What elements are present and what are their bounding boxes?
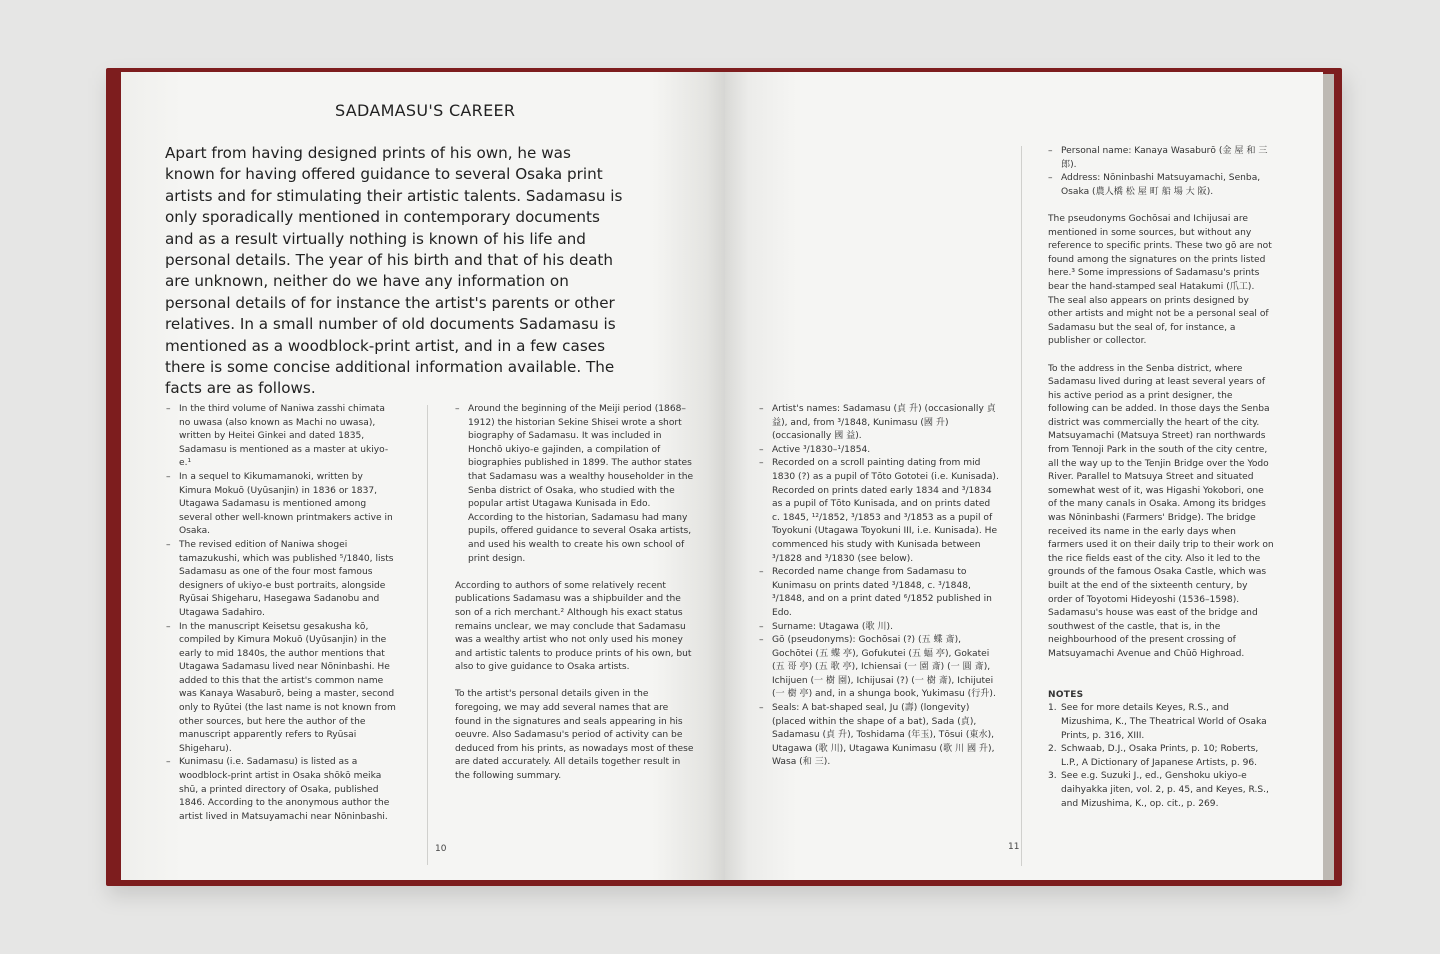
list-item: – Address: Nōninbashi Matsuyamachi, Senba, Osaka (農人橋 松 屋 町 船 場 大 阪). [1048,172,1274,199]
notes-heading: NOTES [1048,689,1084,700]
list-item: – Personal name: Kanaya Wasaburō (金 屋 和 三 郎). [1048,145,1274,172]
note-text: See e.g. Suzuki J., ed., Genshoku ukiyo-e daihyakka jiten, vol. 2, p. 45, and Keyes, R.S., and Mizushima, K., op. cit., p. 269. [1061,771,1269,809]
left-column-2 [455,403,695,784]
paragraph: To the address in the Senba district, where Sadamasu lived during at least several years of his active period as a print designer, the following can be added. In those days the Senba district was commercially the heart of the city. Matsuyamachi (Matsuya Street) ran northwards from Tennoji Park in the south of the city centre, all the way up to the Tenjin Bridge over the Yodo River. Parallel to Matsuya Street and situated somewhat west of it, was Higashi Yokobori, one of the many canals in Osaka. Among its bridges was Nōninbashi (Farmers' Bridge). The bridge received its name in the early days when farmers used it on their daily trip to their work on the rice fields east of the city. Also it led to the grounds of the famous Osaka Castle, which was built at the end of the sixteenth century, by order of Toyotomi Hideyoshi (1536–1598). Sadamasu's house was east of the bridge and southwest of the castle, that is, in the neighbourhood of the present crossing of Matsuyamachi Avenue and Chūō Highroad. [1048,363,1274,659]
list-item: – Artist's names: Sadamasu (貞 升) (occasionally 貞 益), and, from ³/1848, Kunimasu (國 升) (occasionally 國 益). [759,403,999,444]
note-number: 2. [1048,744,1057,755]
note-text: See for more details Keyes, R.S., and Mizushima, K., The Theatrical World of Osaka Prints, p. 316, XIII. [1061,703,1267,741]
list-item: – Seals: A bat-shaped seal, Ju (壽) (longevity) (placed within the shape of a bat), Sada (貞), Sadamasu (貞 升), Toshidama (年玉), Tōsui (東水), Utagawa (歌 川), Utagawa Kunimasu (歌 川 國 升), Wasa (和 三). [759,702,999,770]
list-item: – In the third volume of Naniwa zasshi chimata no uwasa (also known as Machi no uwasa), written by Heitei Ginkei and dated 1835, Sadamasu is mentioned as a master at ukiyo-e.¹ [166,403,398,471]
page-block-edge [1322,74,1334,880]
note-item [1048,770,1274,811]
right-column-2 [1048,145,1274,811]
list-item: – Around the beginning of the Meiji period (1868–1912) the historian Sekine Shisei wrote a short biography of Sadamasu. It was included in Honchō ukiyo-e gajinden, a compilation of biographies published in 1899. The author states that Sadamasu was a wealthy householder in the Senba district of Osaka, who studied with the popular artist Utagawa Kunisada in Edo. According to the historian, Sadamasu had many pupils, offered guidance to several Osaka artists, and used his wealth to create his own school of print design. [455,403,695,566]
note-number: 1. [1048,703,1057,714]
list-item: – Recorded on a scroll painting dating from mid 1830 (?) as a pupil of Tōto Gototei (i.e. Kunisada). Recorded on prints dated early 1834 and ³/1834 as a pupil of Tōto Kunisada, and on prints dated c. 1845, ¹²/1852, ³/1853 and ³/1853 as a pupil of Toyokuni (Utagawa Toyokuni III, i.e. Kunisada). He commenced his study with Kunisada between ³/1828 and ³/1830 (see below). [759,457,999,566]
list-item: – Surname: Utagawa (歌 川). [759,621,999,635]
note-item [1048,702,1274,743]
left-page: SADAMASU'S CAREER Apart from having designed prints of his own, he was known for having offered guidance to several Osaka print artists and for stimulating their artistic talents. Sadamasu is only sporadically mentioned in contemporary documents and as a result virtually nothing is known of his life and personal details. The year of his birth and that of his death are unknown, neither do we have any information on personal details of for instance the artist's parents or other relatives. In a small number of old documents Sadamasu is mentioned as a woodblock-print artist, and in a few cases there is some concise additional information available. The facts are as follows. – In the third volume of Naniwa zasshi chimata no uwasa (also known as Machi no uwasa), written by Heitei Ginkei and dated 1835, Sadamasu is mentioned as a master at ukiyo-e.¹ – In a sequel to Kikumamanoki, written by Kimura Mokuō (Uyūsanjin) in 1836 or 1837, Utagawa Sadamasu is mentioned among several other well-known printmakers active in Osaka. – The revised edition of Naniwa shogei tamazukushi, which was published ⁵/1840, lists Sadamasu as one of the four most famous designers of ukiyo-e bust portraits, alongside Ryūsai Shigeharu, Hasegawa Sadanobu and Utagawa Sadahiro. – In the manuscript Keisetsu gesakusha kō, compiled by Kimura Mokuō (Uyūsanjin) in the early to mid 1840s, the author mentions that Utagawa Sadamasu lived near Nōninbashi. He added to this that the artist's common name was Kanaya Wasaburō, being a master, second only to Ryūtei (the last name is not known from other sources, but here the author of the manuscript apparently refers to Ryūsai Shigeharu). – Kunimasu (i.e. Sadamasu) is listed as a woodblock-print artist in Osaka shōkō meika shū, a printed directory of Osaka, published 1846. According to the anonymous author the artist lived in Matsuyamachi near Nōninbashi. – Around the beginning of the Meiji period (1868–1912) the historian Sekine Shisei wrote a short biography of Sadamasu. It was included in Honchō ukiyo-e gajinden, a compilation of biographies published in 1899. The author states that Sadamasu was a wealthy householder in the Senba district of Osaka, who studied with the popular artist Utagawa Kunisada in Edo. According to the historian, Sadamasu had many pupils, offered guidance to several Osaka artists, and used his wealth to create his own school of print design. According to authors of some relatively recent publications Sadamasu was a shipbuilder and the son of a rich merchant.² Although his exact status remains unclear, we may conclude that Sadamasu was a wealthy artist who not only used his money and artistic talents to produce prints of his own, but also to give guidance to Osaka artists. To the artist's personal details given in the foregoing, we may add several names that are found in the signatures and seals appearing in his oeuvre. Also Sadamasu's period of activity can be deduced from his prints, as nowadays most of these are dated accurately. All details together result in the following summary. 10 [121,72,725,880]
paragraph: To the artist's personal details given in the foregoing, we may add several names that are found in the signatures and seals appearing in his oeuvre. Also Sadamasu's period of activity can be deduced from his prints, as nowadays most of these are dated accurately. All details together result in the following summary. [455,689,694,782]
note-text: Schwaab, D.J., Osaka Prints, p. 10; Roberts, L.P., A Dictionary of Japanese Artists, p. 96. [1061,744,1259,768]
notes-list [1048,702,1274,811]
intro-paragraph: Apart from having designed prints of his own, he was known for having offered guidance to several Osaka print artists and for stimulating their artistic talents. Sadamasu is only sporadically mentioned in contemporary documents and as a result virtually nothing is known of his life and personal details. The year of his birth and that of his death are unknown, neither do we have any information on personal details of for instance the artist's parents or other relatives. In a small number of old documents Sadamasu is mentioned as a woodblock-print artist, and in a few cases there is some concise additional information available. The facts are as follows. [165,144,623,398]
note-item [1048,743,1274,770]
column-divider [427,405,428,865]
list-item: – The revised edition of Naniwa shogei tamazukushi, which was published ⁵/1840, lists Sadamasu as one of the four most famous designers of ukiyo-e bust portraits, alongside Ryūsai Shigeharu, Hasegawa Sadanobu and Utagawa Sadahiro. [166,539,398,621]
right-page [725,72,1323,880]
list-item: – In the manuscript Keisetsu gesakusha kō, compiled by Kimura Mokuō (Uyūsanjin) in the early to mid 1840s, the author mentions that Utagawa Sadamasu lived near Nōninbashi. He added to this that the artist's common name was Kanaya Wasaburō, being a master, second only to Ryūtei (the last name is not known from other sources, but here the author of the manuscript apparently refers to Ryūsai Shigeharu). [166,621,398,757]
list-item: – Kunimasu (i.e. Sadamasu) is listed as a woodblock-print artist in Osaka shōkō meika shū, a printed directory of Osaka, published 1846. According to the anonymous author the artist lived in Matsuyamachi near Nōninbashi. [166,756,398,824]
list-item: – Active ³/1830–¹/1854. [759,444,999,458]
list-item: – Recorded name change from Sadamasu to Kunimasu on prints dated ³/1848, c. ³/1848, ³/1848, and on a print dated ⁶/1852 published in Edo. [759,566,999,620]
list-item: – Gō (pseudonyms): Gochōsai (?) (五 蝶 斎), Gochōtei (五 蝶 亭), Gofukutei (五 蝠 亭), Gokatei (五 哥 亭) (五 歌 亭), Ichiensai (一 園 斎) (一 圓 斎), Ichijuen (一 樹 園), Ichijusai (?) (一 樹 斎), Ichijutei (一 樹 亭) and, in a shunga book, Yukimasu (行升). [759,634,999,702]
right-column-1 [759,403,999,770]
page-number: 11 [1008,842,1020,852]
paragraph: The pseudonyms Gochōsai and Ichijusai are mentioned in some sources, but without any reference to specific prints. These two gō are not found among the signatures on the prints listed here.³ Some impressions of Sadamasu's prints bear the hand-stamped seal Hatakumi (爪工). The seal also appears on prints designed by other artists and might not be a personal seal of Sadamasu but the seal of, for instance, a publisher or collector. [1048,213,1272,347]
list-item: – In a sequel to Kikumamanoki, written by Kimura Mokuō (Uyūsanjin) in 1836 or 1837, Utagawa Sadamasu is mentioned among several other well-known printmakers active in Osaka. [166,471,398,539]
left-column-1 [166,403,398,824]
paragraph: According to authors of some relatively recent publications Sadamasu was a shipbuilder and the son of a rich merchant.² Although his exact status remains unclear, we may conclude that Sadamasu was a wealthy artist who not only used his money and artistic talents to produce prints of his own, but also to give guidance to Osaka artists. [455,580,692,673]
note-number: 3. [1048,771,1057,782]
column-divider [1021,146,1022,866]
page-number: 10 [435,844,447,854]
